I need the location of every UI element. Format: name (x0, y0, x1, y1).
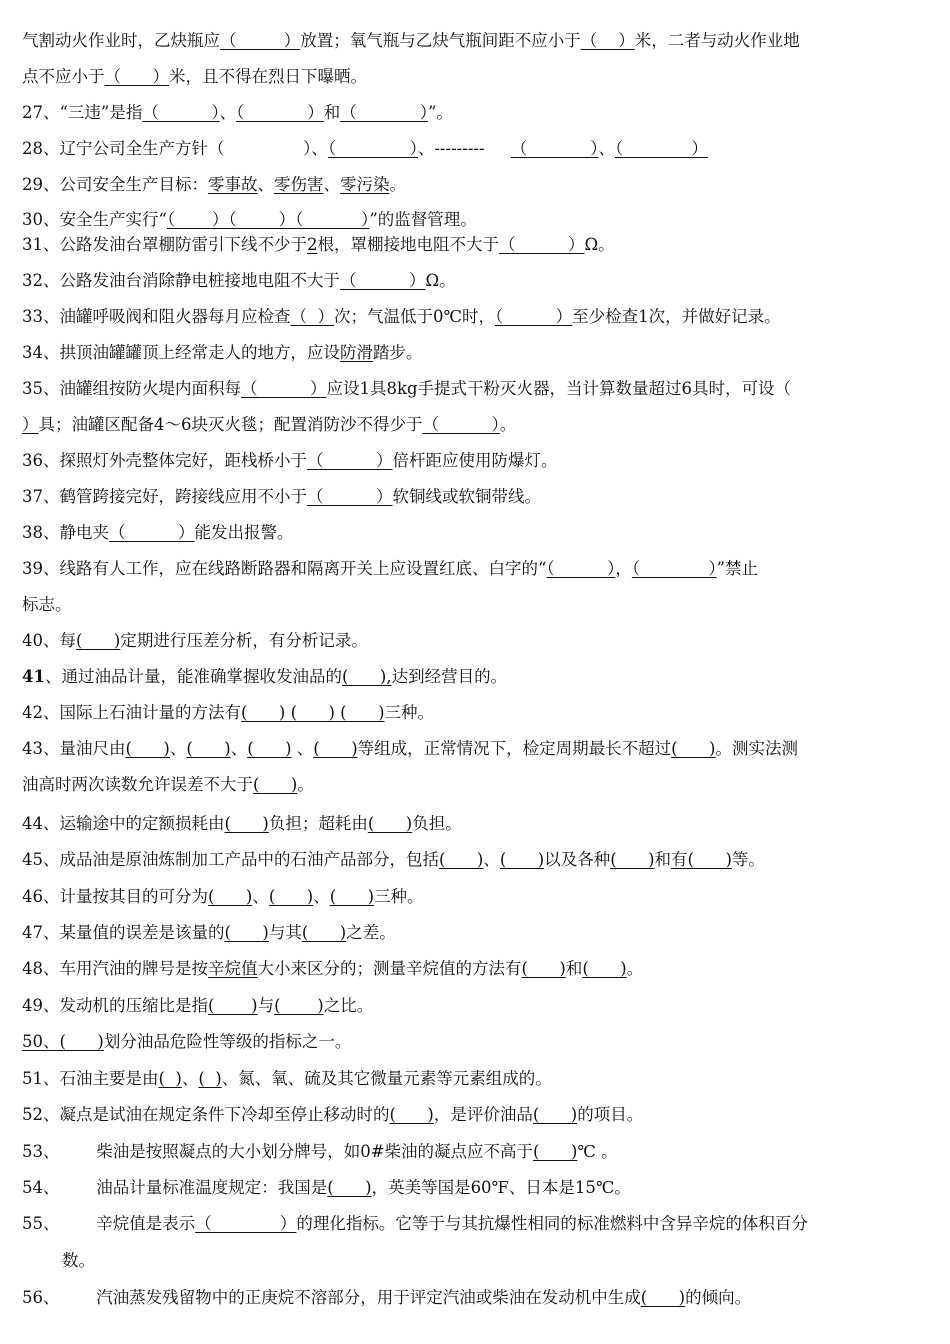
blank-segment: （ ） (546, 559, 616, 578)
text-segment: 放置；氧气瓶与乙炔气瓶间距不应小于 (300, 31, 581, 50)
text-segment: 和 (323, 103, 341, 122)
text-line-26a (22, 30, 930, 52)
text-segment: 大小来区分的；测量辛烷值的方法有 (257, 959, 522, 978)
question-32 (22, 270, 930, 292)
question-49 (22, 995, 930, 1017)
question-31 (22, 234, 930, 256)
text-segment: 35、油罐组按防火堤内面积每 (22, 379, 241, 398)
blank-segment: ( ) (208, 887, 253, 906)
blank-segment: （ ） (307, 487, 393, 506)
blank-segment: （ ） (340, 271, 426, 290)
blank-segment: （ ） (327, 139, 418, 158)
text-segment: 负担。 (412, 814, 462, 833)
blank-segment: ( ) (253, 775, 298, 794)
question-47 (22, 922, 930, 944)
text-segment: 的理化指标。它等于与其抗爆性相同的标准燃料中含异辛烷的体积百分 (296, 1214, 808, 1233)
text-segment: 53、 柴油是按照凝点的大小划分牌号，如0#柴油的凝点应不高于 (22, 1142, 534, 1161)
blank-segment: （ ） (195, 1214, 297, 1233)
blank-segment: （ ） (614, 139, 708, 158)
question-29 (22, 174, 930, 196)
text-segment: ，是评价油品 (433, 1105, 533, 1124)
text-segment: 三种。 (374, 887, 424, 906)
text-segment: 44、运输途中的定额损耗由 (22, 814, 225, 833)
text-segment: 45、成品油是原油炼制加工产品中的石油产品部分，包括 (22, 850, 439, 869)
question-35a (22, 378, 930, 400)
question-27 (22, 102, 930, 124)
blank-segment: ( ) (533, 1142, 578, 1161)
blank-segment: （ ） (494, 307, 573, 326)
blank-segment: （ ） (340, 103, 428, 122)
blank-segment: ( ) (389, 1105, 434, 1124)
text-segment: 踏步。 (373, 343, 423, 362)
blank-segment: ( ) (158, 1069, 182, 1088)
blank-segment: ( ) (329, 887, 375, 906)
text-segment: 等。 (731, 850, 765, 869)
text-segment: 、 (323, 175, 340, 194)
question-46 (22, 886, 930, 908)
text-segment: 、 (598, 139, 615, 158)
text-segment: 划分油品危险性等级的指标之一。 (103, 1032, 352, 1051)
text-segment: 至少检查1次，并做好记录。 (572, 307, 781, 326)
blank-segment: （ ） (220, 31, 301, 50)
text-segment: 。 (297, 775, 314, 794)
blank-segment: 有( ) (671, 850, 732, 869)
question-44 (22, 813, 930, 835)
blank-segment: ( ) (327, 1178, 372, 1197)
question-56 (22, 1287, 930, 1309)
blank-segment: （ ） (290, 307, 334, 326)
text-segment: 的项目。 (577, 1105, 644, 1124)
text-segment: 37、鹤管跨接完好，跨接线应用不小于 (22, 487, 307, 506)
blank-segment: ( ) (76, 631, 121, 650)
text-segment: 、 (313, 887, 330, 906)
blank-segment: ( ) (224, 923, 269, 942)
text-segment: 。 (389, 175, 406, 194)
blank-segment: ( ) (499, 850, 545, 869)
question-34 (22, 342, 930, 364)
blank-segment: ( ) (640, 1288, 686, 1307)
text-segment: 、 (219, 103, 237, 122)
text-segment: 根，罩棚接地电阻不大于 (317, 235, 499, 254)
blank-segment: ( ) (367, 814, 413, 833)
text-segment: 、 (230, 739, 248, 758)
question-55a (22, 1213, 930, 1235)
text-segment: 以及各种 (544, 850, 611, 869)
blank-segment: ( ) (125, 739, 170, 758)
text-segment: ℃ 。 (577, 1142, 618, 1161)
question-54 (22, 1177, 930, 1199)
blank-segment: ( ) (247, 739, 292, 758)
text-segment: 55、 辛烷值是表示 (22, 1214, 196, 1233)
text-segment: ”禁止 (716, 559, 759, 578)
text-segment: 39、线路有人工作，应在线路断路器和隔离开关上应设置红底、白字的“ (22, 559, 547, 578)
blank-segment: 辛烷值 (208, 959, 258, 978)
text-segment: 之比。 (323, 996, 374, 1015)
text-segment: 油高时两次读数允许误差不大于 (22, 775, 253, 794)
text-segment: 负担；超耗由 (268, 814, 368, 833)
text-segment: 43、量油尺由 (22, 739, 126, 758)
text-segment: 能发出报警。 (194, 523, 294, 542)
text-segment: 51、石油主要是由 (22, 1069, 159, 1088)
text-segment: 之差。 (346, 923, 396, 942)
blank-segment: ( ) (532, 1105, 578, 1124)
question-48 (22, 958, 930, 980)
blank-segment: 50、( ) (22, 1032, 104, 1051)
text-segment: Ω。 (584, 235, 615, 254)
text-line-26b (22, 66, 930, 88)
text-segment: 三种。 (384, 703, 435, 722)
text-segment: 、--------- (417, 139, 511, 158)
text-segment: 米，且不得在烈日下曝晒。 (168, 67, 367, 86)
text-segment: 、 (252, 887, 269, 906)
text-segment: 应设1具8kg手提式干粉灭火器，当计算数量超过6具时，可设（ (326, 379, 792, 398)
question-53 (22, 1141, 930, 1163)
blank-segment: ( ) (610, 850, 655, 869)
blank-segment: ( ) (224, 814, 269, 833)
blank-segment: ( ) (582, 959, 627, 978)
text-segment: 38、静电夹 (22, 523, 109, 542)
text-segment: Ω。 (425, 271, 456, 290)
text-segment: 40、每 (22, 631, 76, 650)
text-segment: 42、国际上石油计量的方法有 (22, 703, 241, 722)
blank-segment: ( ) (439, 850, 484, 869)
text-segment: 30、安全生产实行“ (22, 210, 167, 229)
blank-segment: ( ) ( ) ( ) (241, 703, 385, 722)
text-segment: 达到经营目的。 (391, 667, 508, 686)
text-segment: 米，二者与动火作业地 (634, 31, 800, 50)
blank-segment: （ ） (142, 103, 220, 122)
text-segment: 与 (257, 996, 275, 1015)
blank-segment: 零污染 (340, 175, 390, 194)
blank-segment: （ ） (241, 379, 327, 398)
text-segment: 、通过油品计量，能准确掌握收发油品的 (44, 667, 342, 686)
blank-segment: （ ） (422, 415, 500, 434)
text-segment: 54、 油品计量标准温度规定：我国是 (22, 1178, 328, 1197)
text-segment: 、 (181, 1069, 199, 1088)
text-segment: 41 (22, 667, 45, 686)
text-segment: 52、凝点是试油在规定条件下冷却至停止移动时的 (22, 1105, 390, 1124)
blank-segment: ） (22, 415, 39, 434)
text-segment: 27、“三违”是指 (22, 103, 143, 122)
text-segment: ， (615, 559, 632, 578)
text-segment: 倍杆距应使用防爆灯。 (392, 451, 558, 470)
text-segment: 气割动火作业时，乙炔瓶应 (22, 31, 220, 50)
question-43a (22, 738, 930, 760)
blank-segment: 防滑 (340, 343, 373, 362)
blank-segment: ( ) (313, 739, 358, 758)
text-segment: 和 (654, 850, 672, 869)
blank-segment: （ ） (307, 451, 393, 470)
text-segment: 28、辽宁公司全生产方针（ ）、 (22, 139, 328, 158)
blank-segment: 2 (307, 235, 318, 254)
text-segment: ”的监督管理。 (369, 210, 477, 229)
blank-segment: ( ) (301, 923, 347, 942)
question-52 (22, 1104, 930, 1126)
blank-segment: （ ） (631, 559, 717, 578)
blank-segment: ( ) (274, 996, 324, 1015)
text-segment: 31、公路发油台罩棚防雷引下线不少于 (22, 235, 307, 254)
blank-segment: （ ） (499, 235, 585, 254)
blank-segment: （ ） (109, 523, 195, 542)
text-segment: 36、探照灯外壳整体完好，距栈桥小于 (22, 451, 307, 470)
blank-segment: ( ) (198, 1069, 222, 1088)
text-segment: 标志。 (22, 595, 72, 614)
blank-segment: （ ） (580, 31, 635, 50)
text-segment: 49、发动机的压缩比是指 (22, 996, 208, 1015)
text-segment: 。测实法测 (715, 739, 798, 758)
question-45 (22, 849, 930, 871)
question-51 (22, 1068, 930, 1090)
question-39a (22, 558, 930, 580)
blank-segment: 零事故 (208, 175, 258, 194)
blank-segment: （ ） (104, 67, 169, 86)
text-segment: 的倾向。 (685, 1288, 752, 1307)
question-28 (22, 138, 930, 160)
text-segment: 48、车用汽油的牌号是按 (22, 959, 208, 978)
question-40 (22, 630, 930, 652)
question-37 (22, 486, 930, 508)
text-segment: 34、拱顶油罐罐顶上经常走人的地方，应设 (22, 343, 340, 362)
blank-segment: ( ) (521, 959, 566, 978)
blank-segment: ( ), (341, 667, 392, 686)
blank-segment: 零伤害 (274, 175, 324, 194)
text-segment: ”。 (427, 103, 453, 122)
question-33 (22, 306, 930, 328)
text-segment: 33、油罐呼吸阀和阻火器每月应检查 (22, 307, 291, 326)
text-segment: 、 (483, 850, 500, 869)
text-segment: 具；油罐区配备4～6块灭火毯；配置消防沙不得少于 (38, 415, 423, 434)
question-42 (22, 702, 930, 724)
blank-segment: ( ) (186, 739, 231, 758)
question-43b (22, 774, 930, 796)
text-segment: 次；气温低于0℃时， (334, 307, 495, 326)
text-segment: 数。 (62, 1251, 95, 1270)
question-55b (62, 1250, 930, 1272)
question-30 (22, 209, 930, 231)
text-segment: 56、 汽油蒸发残留物中的正庚烷不溶部分，用于评定汽油或柴油在发动机中生成 (22, 1288, 641, 1307)
text-segment: 与其 (268, 923, 302, 942)
text-segment: 定期进行压差分析，有分析记录。 (120, 631, 368, 650)
text-segment: 等组成，正常情况下，检定周期最长不超过 (357, 739, 672, 758)
question-41 (22, 666, 930, 688)
blank-segment: ( ) (208, 996, 258, 1015)
text-segment: 47、某量值的误差是该量的 (22, 923, 225, 942)
text-segment: 46、计量按其目的可分为 (22, 887, 208, 906)
text-segment: 点不应小于 (22, 67, 105, 86)
question-39b (22, 594, 930, 616)
question-36 (22, 450, 930, 472)
text-segment: 29、公司安全生产目标： (22, 175, 208, 194)
text-segment: 、 (291, 739, 314, 758)
question-38 (22, 522, 930, 544)
text-segment: ，英美等国是60℉、日本是15℃。 (371, 1178, 631, 1197)
blank-segment: （ ） (510, 139, 599, 158)
text-segment: 、氮、氧、硫及其它微量元素等元素组成的。 (221, 1069, 552, 1088)
question-35b (22, 414, 930, 436)
text-segment: 软铜线或软铜带线。 (392, 487, 541, 506)
text-segment: 、 (257, 175, 274, 194)
text-segment: 。 (499, 415, 517, 434)
question-50 (22, 1031, 930, 1053)
blank-segment: ( ) (671, 739, 716, 758)
text-segment: 。 (626, 959, 644, 978)
blank-segment: ( ) (268, 887, 314, 906)
text-segment: 32、公路发油台消除静电桩接地电阻不大于 (22, 271, 340, 290)
blank-segment: （ ）（ ）（ ） (166, 210, 370, 229)
blank-segment: （ ） (236, 103, 324, 122)
text-segment: 、 (169, 739, 187, 758)
text-segment: 和 (565, 959, 583, 978)
